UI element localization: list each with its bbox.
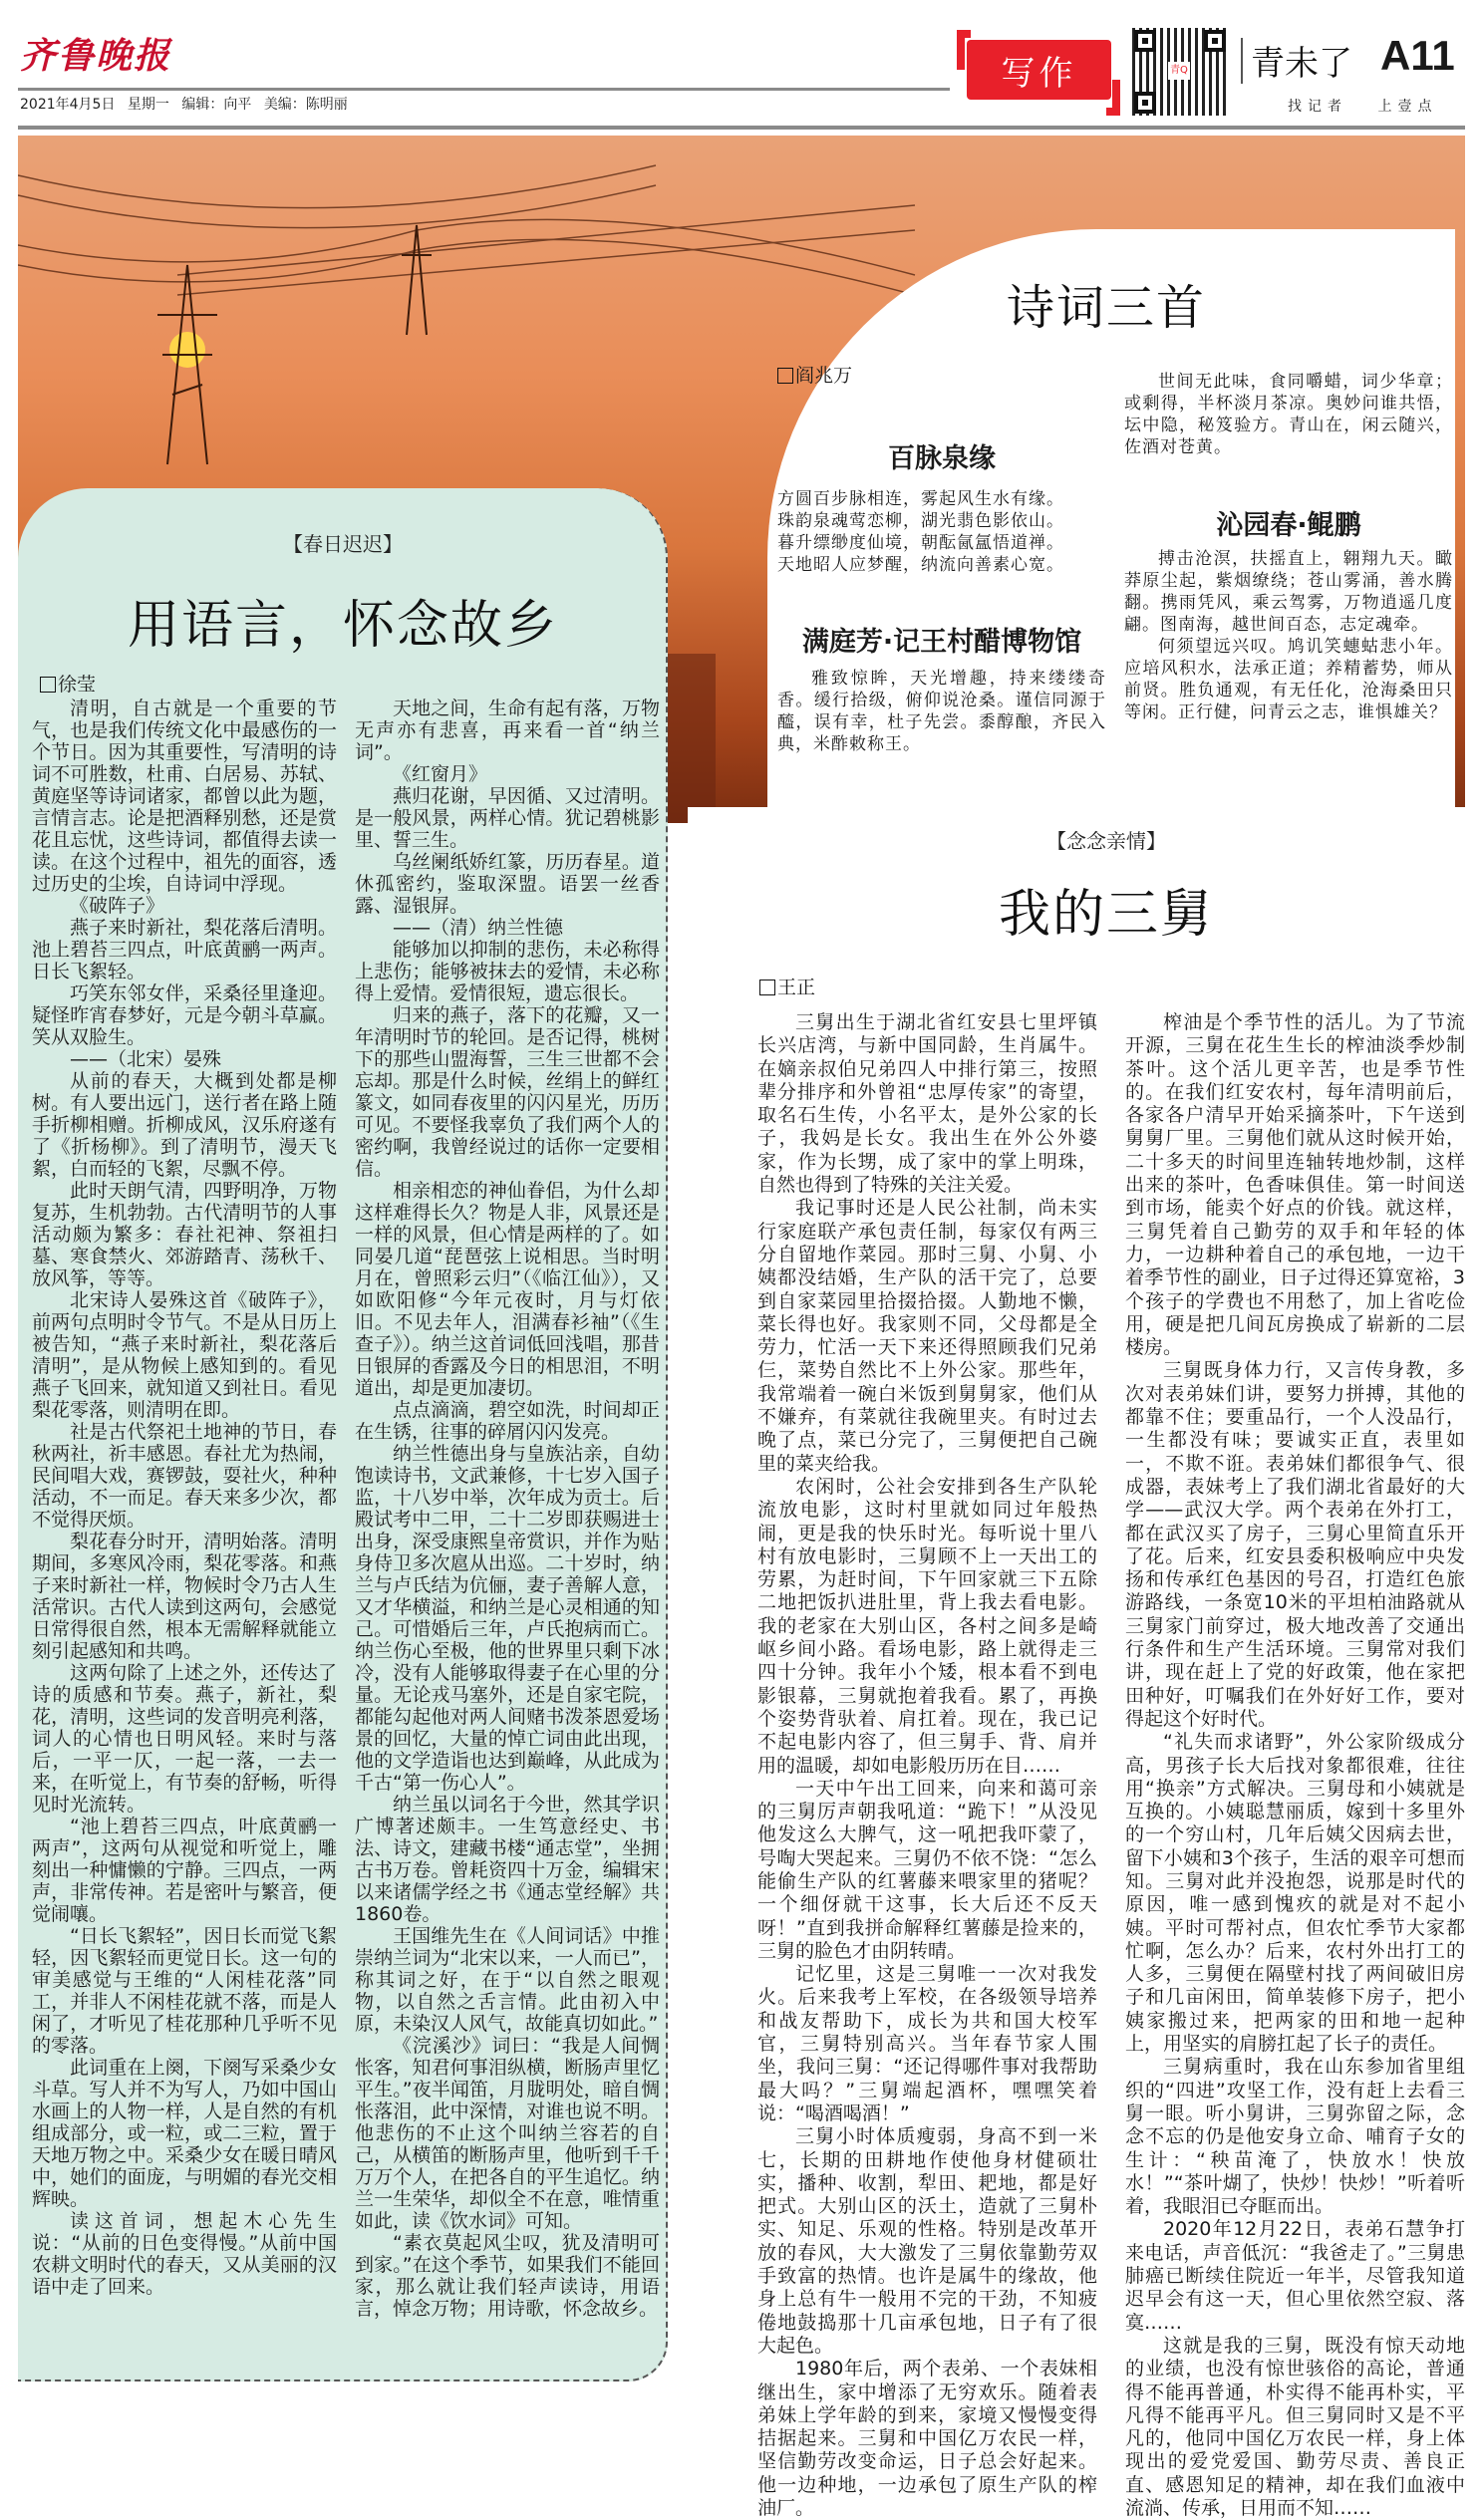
editor-credit: 编辑：向平	[181, 97, 252, 113]
slogan: 找记者 上壹点	[1288, 99, 1438, 115]
paragraph: 三舅出生于湖北省红安县七里坪镇长兴店湾，与新中国同龄，生肖属牛。在嫡亲叔伯兄弟四人中排行第三，按照辈分排序和外曾祖“忠厚传家”的寄望，取名石生传，小名平太，是外公家的长子，我妈是长女。我出生在外公外婆家，作为长甥，成了家中的掌上明珠，自然也得到了特殊的关注关爱。	[757, 1011, 1097, 1197]
paragraph: 这两句除了上述之外，还传达了诗的质感和节奏。燕子，新社，梨花，清明，这些词的发音明亮利落，词人的心情也日明风轻。来时与落后，一平一仄，一起一落，一去一来，在听觉上，有节奏的舒畅，听得见时光流转。	[32, 1662, 337, 1816]
column-name: 青未了	[1251, 44, 1352, 84]
poem2-part1: 雅致惊眸，天光增趣，持来缕缕奇香。缓行拾级，俯仰说沧桑。谨信同源于醯，误有幸，杜子先尝。黍醇酿，齐民入典，米酢敕称王。	[777, 669, 1106, 754]
right-article-author: 王正	[777, 977, 816, 998]
paragraph: 三舅病重时，我在山东参加省里组织的“四进”攻坚工作，没有赶上去看三舅一眼。听小舅讲，三舅弥留之际，念念不忘的仍是他安身立命、哺育子女的生计：“秧苗淹了，快放水！快放水！”“茶叶煳了，快炒！快炒！”听着听着，我眼泪已夺眶而出。	[1125, 2056, 1465, 2218]
paragraph: 燕归花谢，早因循、又过清明。是一般风景，两样心情。犹记碧桃影里、誓三生。	[355, 785, 660, 851]
poems-title: 诗词三首	[1006, 280, 1206, 336]
poem3-body	[1124, 548, 1453, 723]
paragraph: “素衣莫起风尘叹，犹及清明可到家。”在这个季节，如果我们不能回家，那么就让我们轻声读诗，用语言，悼念万物；用诗歌，怀念故乡。	[355, 2232, 660, 2320]
poem-line: 暮升缥缈度仙境，朝酝氤氲悟道禅。	[777, 533, 1064, 553]
paragraph: 此词重在上阕，下阕写采桑少女斗草。写人并不为写人，乃如中国山水画上的人物一样，人是自然的有机组成部分，或一粒，或二三粒，置于天地万物之中。采桑少女在暖日晴风中，她们的面庞，与明媚的春光交相辉映。	[32, 2057, 337, 2210]
poem1-title: 百脉泉缘	[888, 443, 996, 474]
paragraph: 天地之间，生命有起有落，万物无声亦有悲喜，再来看一首“纳兰词”。	[355, 698, 660, 763]
poem2-title: 满庭芳·记王村醋博物馆	[801, 627, 1082, 658]
paragraph: 读这首词，想起木心先生说：“从前的日色变得慢。”从前中国农耕文明时代的春天，又从美丽的汉语中走了回来。	[32, 2210, 337, 2298]
header-divider	[1241, 38, 1243, 84]
paragraph: 归来的燕子，落下的花瓣，又一年清明时节的轮回。是否记得，桃树下的那些山盟海誓，三生三世都不会忘却。那是什么时候，丝绢上的鲜红篆文，如同春夜里的闪闪星光，历历可见。不要怪我辜负了我们两个人的密约啊，我曾经说过的话你一定要相信。	[355, 1004, 660, 1180]
paragraph: “礼失而求诸野”，外公家阶级成分高，男孩子长大后找对象都很难，往往用“换亲”方式解决。三舅母和小姨就是互换的。小姨聪慧丽质，嫁到十多里外的一个穷山村，几年后姨父因病去世，留下小姨和3个孩子，生活的艰辛可想而知。三舅对此并没抱怨，说那是时代的原因，唯一感到愧疚的就是对不起小姨。平时可帮衬点，但农忙季节大家都忙啊，怎么办？后来，农村外出打工的人多，三舅便在隔壁村找了两间破旧房子和几亩闲田，简单装修下房子，把小姨家搬过来，把两家的田和地一起种上，用坚实的肩膀扛起了长子的责任。	[1125, 1731, 1465, 2056]
byline-box-icon	[777, 368, 793, 384]
right-article-title: 我的三舅	[998, 885, 1214, 945]
issue-date: 2021年4月5日	[20, 97, 116, 113]
paragraph: 一天中午出工回来，向来和蔼可亲的三舅厉声朝我吼道：“跪下！”从没见他发这么大脾气，这一吼把我吓蒙了，号啕大哭起来。三舅仍不依不饶：“怎么能偷生产队的红薯藤来喂家里的猪呢？一个细伢就干这事，长大后还不反天呀！”直到我拼命解释红薯藤是捡来的，三舅的脸色才由阴转晴。	[757, 1777, 1097, 1962]
left-article-body	[32, 698, 660, 2320]
paragraph: 燕子来时新社，梨花落后清明。池上碧苔三四点，叶底黄鹂一两声。日长飞絮轻。	[32, 917, 337, 982]
paragraph: “池上碧苔三四点，叶底黄鹂一两声”，这两句从视觉和听觉上，雕刻出一种慵懒的宁静。三四点，一两声，非常传神。若是密叶与繁音，便觉闹嚷。	[32, 1816, 337, 1925]
right-article-kicker: 【念念亲情】	[1046, 829, 1166, 853]
paragraph: 王国维先生在《人间词话》中推崇纳兰词为“北宋以来，一人而已”，称其词之好，在于“以自然之眼观物，以自然之舌言情。此由初入中原，未染汉人风气，故能真切如此。”	[355, 1925, 660, 2035]
paragraph: 纳兰虽以词名于今世，然其学识广博著述颇丰。一生笃意经史、书法、诗文，建藏书楼“通志堂”，坐拥古书万卷。曾耗资四十万金，编辑宋以来诸儒学经之书《通志堂经解》共1860卷。	[355, 1794, 660, 1925]
paragraph: 农闲时，公社会安排到各生产队轮流放电影，这时村里就如同过年般热闹，更是我的快乐时光。每听说十里八村有放电影时，三舅顾不上一天出工的劳累，为赶时间，下午回家就三下五除二地把饭扒进肚里，背上我去看电影。我的老家在大别山区，各村之间多是崎岖乡间小路。看场电影，路上就得走三四十分钟。我年小个矮，根本看不到电影银幕，三舅就抱着我看。累了，再换个姿势背驮着、肩扛着。现在，我已记不起电影内容了，但三舅手、背、肩并用的温暖，却如电影般历历在目……	[757, 1475, 1097, 1777]
left-article-byline	[40, 670, 96, 697]
paragraph: 纳兰性德出身与皇族沾亲，自幼饱读诗书，文武兼修，十七岁入国子监，十八岁中举，次年成为贡士。后殿试考中二甲，二十二岁即获赐进士出身，深受康熙皇帝赏识，并作为贴身侍卫多次扈从出巡。二十岁时，纳兰与卢氏结为伉俪，妻子善解人意，又才华横溢，和纳兰是心灵相通的知己。可惜婚后三年，卢氏抱病而亡。纳兰伤心至极，他的世界里只剩下冰冷，没有人能够取得妻子在心里的分量。无论戎马塞外，还是自家宅院，都能勾起他对两人间赌书泼茶恩爱场景的回忆，大量的悼亡词由此出现，他的文学造诣也达到巅峰，从此成为千古“第一伤心人”。	[355, 1443, 660, 1794]
paragraph: 《红窗月》	[393, 763, 488, 785]
sun-icon	[169, 332, 205, 368]
poem3-title: 沁园春·鲲鹏	[1216, 510, 1361, 541]
paragraph: 三舅既身体力行，又言传身教，多次对表弟妹们讲，要努力拼搏，其他的都靠不住；要重品行，一个人没品行，一生都没有味；要诚实正直，表里如一，不欺不诳。表弟妹们都很争气、很成器，表妹考上了我们湖北省最好的大学——武汉大学。两个表弟在外打工，都在武汉买了房子，三舅心里简直乐开了花。后来，红安县委积极响应中央发扬和传承红色基因的号召，打造红色旅游路线，一条宽10米的平坦柏油路就从三舅家门前穿过，极大地改善了交通出行条件和生产生活环境。三舅常对我们讲，现在赶上了党的好政策，他在家把田种好，叮嘱我们在外好好工作，要对得起这个好时代。	[1125, 1359, 1465, 1730]
left-article-title: 用语言，怀念故乡	[127, 596, 558, 656]
paragraph: 记忆里，这是三舅唯一一次对我发火。后来我考上军校，在各级领导培养和战友帮助下，成长为共和国大校军官，三舅特别高兴。当年春节家人围坐，我问三舅：“还记得哪件事对我帮助最大吗？”三舅端起酒杯，嘿嘿笑着说：“喝酒喝酒！”	[757, 1963, 1097, 2124]
paragraph: 从前的春天，大概到处都是柳树。有人要出远门，送行者在路上随手折柳相赠。折柳成风，汉乐府遂有了《折杨柳》。到了清明节，漫天飞絮，白而轻的飞絮，尽飘不停。	[32, 1070, 337, 1180]
paragraph: 清明，自古就是一个重要的节气，也是我们传统文化中最感伤的一个节日。因为其重要性，写清明的诗词不可胜数，杜甫、白居易、苏轼、黄庭坚等诗词诸家，都曾以此为题，言情言志。论是把酒释别愁，还是赏花且忘忧，这些诗词，都值得去读一读。在这个过程中，祖先的面容，透过历史的尘埃，自诗词中浮现。	[32, 698, 337, 895]
poem-line: 珠韵泉魂莺恋柳，湖光翡色影依山。	[777, 511, 1064, 531]
header-rule	[18, 88, 950, 91]
qr-center-label: 青Q	[1168, 62, 1190, 80]
paragraph: 我记事时还是人民公社制，尚未实行家庭联产承包责任制，每家仅有两三分自留地作菜园。那时三舅、小舅、小姨都没结婚，生产队的活干完了，总要到自家菜园里拾掇拾掇。人勤地不懒，菜长得也好。我家则不同，父母都是全劳力，忙活一天下来还得照顾我们兄弟仨，菜势自然比不上外公家。那些年，我常端着一碗白米饭到舅舅家，他们从不嫌弃，有菜就往我碗里夹。有时过去晚了点，菜已分完了，三舅便把自己碗里的菜夹给我。	[757, 1197, 1097, 1475]
paragraph: 梨花春分时开，清明始落。清明期间，多寒风冷雨，梨花零落。和燕子来时新社一样，物候时令乃古人生活常识。古代人读到这两句，会感觉日常得很自然，根本无需解释就能立刻引起感知和共鸣。	[32, 1531, 337, 1662]
paragraph: 1980年后，两个表弟、一个表妹相继出生，家中增添了无穷欢乐。随着表弟妹上学年龄的到来，家境又慢慢变得拮据起来。三舅和中国亿万农民一样，坚信勤劳改变命运，日子总会好起来。他一边种地，一边承包了原生产队的榨油厂。	[757, 2358, 1097, 2519]
poem2-part2: 世间无此味，食同嚼蜡，词少华章；或剩得，半杯淡月茶凉。奥妙问谁共悟，坛中隐，秘笈验方。青山在，闲云随兴，佐酒对苍黄。	[1124, 372, 1453, 457]
byline-box-icon	[759, 980, 775, 995]
byline-box-icon	[40, 677, 56, 693]
paragraph: 此时天朗气清，四野明净，万物复苏，生机勃勃。古代清明节的人事活动颇为繁多：春社祀神、祭祖扫墓、寒食禁火、郊游踏青、荡秋千、放风筝，等等。	[32, 1180, 337, 1289]
newspaper-logo: 齐鲁晚报	[20, 35, 172, 77]
paragraph: ——（北宋）晏殊	[70, 1048, 222, 1070]
section-label: 写作	[967, 40, 1111, 100]
poems-byline	[777, 361, 852, 388]
designer-credit: 美编：陈明丽	[263, 97, 348, 113]
paragraph: ——（清）纳兰性德	[393, 917, 564, 939]
right-article-body	[757, 1011, 1465, 2520]
page-number: A11	[1380, 32, 1455, 79]
poem-paragraph: 搏击沧溟，扶摇直上，翱翔九天。瞰莽原尘起，紫烟缭绕；苍山雾涌，善水腾翻。携雨凭风，乘云驾雾，万物逍遥几度翩。图南海，越世间百态，志定魂牵。	[1124, 549, 1453, 635]
poem-line: 天地昭人应梦醒，纳流向善素心宽。	[777, 555, 1064, 575]
paragraph: 2020年12月22日，表弟石慧争打来电话，声音低沉：“我爸走了。”三舅患肺癌已断续住院近一年半，尽管我知道迟早会有这一天，但心里依然空寂、落寞……	[1125, 2218, 1465, 2334]
header-bottom-rule	[18, 126, 1465, 130]
poem1-body	[777, 488, 1106, 576]
paragraph: 社是古代祭祀土地神的节日，春秋两社，祈丰感恩。春社尤为热闹，民间唱大戏，赛锣鼓，耍社火，种种活动，不一而足。春天来多少次，都不觉得厌烦。	[32, 1421, 337, 1531]
paragraph: “日长飞絮轻”，因日长而觉飞絮轻，因飞絮轻而更觉日长。这一句的审美感觉与王维的“人闲桂花落”同工，并非人不闲桂花就不落，而是人闲了，才听见了桂花那种几乎听不见的零落。	[32, 1925, 337, 2057]
paragraph: 《破阵子》	[70, 895, 165, 917]
poem-line: 方圆百步脉相连，雾起风生水有缘。	[777, 489, 1064, 509]
left-article-author: 徐莹	[58, 674, 97, 696]
paragraph: 《浣溪沙》词曰：“我是人间惆怅客，知君何事泪纵横，断肠声里忆平生。”夜半闻笛，月胧明处，暗自惆怅落泪，此中深情，对谁也说不明。他悲伤的不止这个叫纳兰容若的自己，从横笛的断肠声里，他听到千千万万个人，在把各自的平生追忆。纳兰一生荣华，却似全不在意，唯情重如此，读《饮水词》可知。	[355, 2035, 660, 2232]
paragraph: 北宋诗人晏殊这首《破阵子》，前两句点明时令节气。不是从日历上被告知，“燕子来时新社，梨花落后清明”，是从物候上感知到的。看见燕子飞回来，就知道又到社日。看见梨花零落，则清明在即。	[32, 1289, 337, 1421]
paragraph: 三舅小时体质瘦弱，身高不到一米七，长期的田耕地作使他身材健硕壮实，播种、收割，犁田、耙地，都是好把式。大别山区的沃土，造就了三舅朴实、知足、乐观的性格。特别是改革开放的春风，大大激发了三舅依靠勤劳双手致富的热情。也许是属牛的缘故，他身上总有牛一般用不完的干劲，不知疲倦地鼓捣那十几亩承包地，日子有了很大起色。	[757, 2125, 1097, 2357]
paragraph: 这就是我的三舅，既没有惊天动地的业绩，也没有惊世骇俗的高论，普通得不能再普通，朴实得不能再朴实，平凡得不能再平凡。但三舅同时又是不平凡的，他同中国亿万农民一样，身上体现出的爱党爱国、勤劳尽责、善良正直、感恩知足的精神，却在我们血液中流淌、传承，日用而不知……	[1125, 2334, 1465, 2519]
paragraph: 乌丝阑纸娇红篆，历历春星。道休孤密约，鉴取深盟。语罢一丝香露、湿银屏。	[355, 851, 660, 917]
issue-weekday: 星期一	[127, 97, 169, 113]
paragraph: 相亲相恋的神仙眷侣，为什么却这样难得长久？物是人非，风景还是一样的风景，但心情是两样的了。如同晏几道“琵琶弦上说相思。当时明月在，曾照彩云归”（《临江仙》），又如欧阳修“今年元夜时，月与灯依旧。不见去年人，泪满春衫袖”（《生查子》）。纳兰这首词低回浅唱，那昔日银屏的香露及今日的相思泪，不明道出，却是更加凄切。	[355, 1180, 660, 1399]
paragraph: 点点滴滴，碧空如洗，时间却正在生锈，往事的碎屑闪闪发亮。	[355, 1399, 660, 1443]
paragraph: 榨油是个季节性的活儿。为了节流开源，三舅在花生生长的榨油淡季炒制茶叶。这个活儿更辛苦，也是季节性的。在我们红安农村，每年清明前后，各家各户清早开始采摘茶叶，下午送到舅舅厂里。三舅他们就从这时候开始，二十多天的时间里连轴转地炒制，这样出来的茶叶，色香味俱佳。第一时间送到市场，能卖个好点的价钱。就这样，三舅凭着自己勤劳的双手和年轻的体力，一边耕种着自己的承包地，一边干着季节性的副业，日子过得还算宽裕，3个孩子的学费也不用愁了，加上省吃俭用，硬是把几间瓦房换成了崭新的二层楼房。	[1125, 1011, 1465, 1359]
poem-paragraph: 何须望远兴叹。鸠讥笑蟪蛄悲小年。应培风积水，法承正道；养精蓄势，师从前贤。胜负通观，有无任化，沧海桑田只等闲。正行健，问青云之志，谁惧雄关？	[1124, 637, 1453, 722]
left-article-kicker: 【春日迟迟】	[283, 532, 403, 556]
poems-author: 阎兆万	[795, 365, 853, 387]
dateline	[20, 94, 348, 114]
qr-code-icon[interactable]	[1132, 28, 1228, 116]
paragraph: 能够加以抑制的悲伤，未必称得上悲伤；能够被抹去的爱情，未必称得上爱情。爱情很短，遗忘很长。	[355, 939, 660, 1004]
right-article-byline	[759, 973, 815, 999]
paragraph: 巧笑东邻女伴，采桑径里逢迎。疑怪昨宵春梦好，元是今朝斗草赢。笑从双脸生。	[32, 982, 337, 1048]
